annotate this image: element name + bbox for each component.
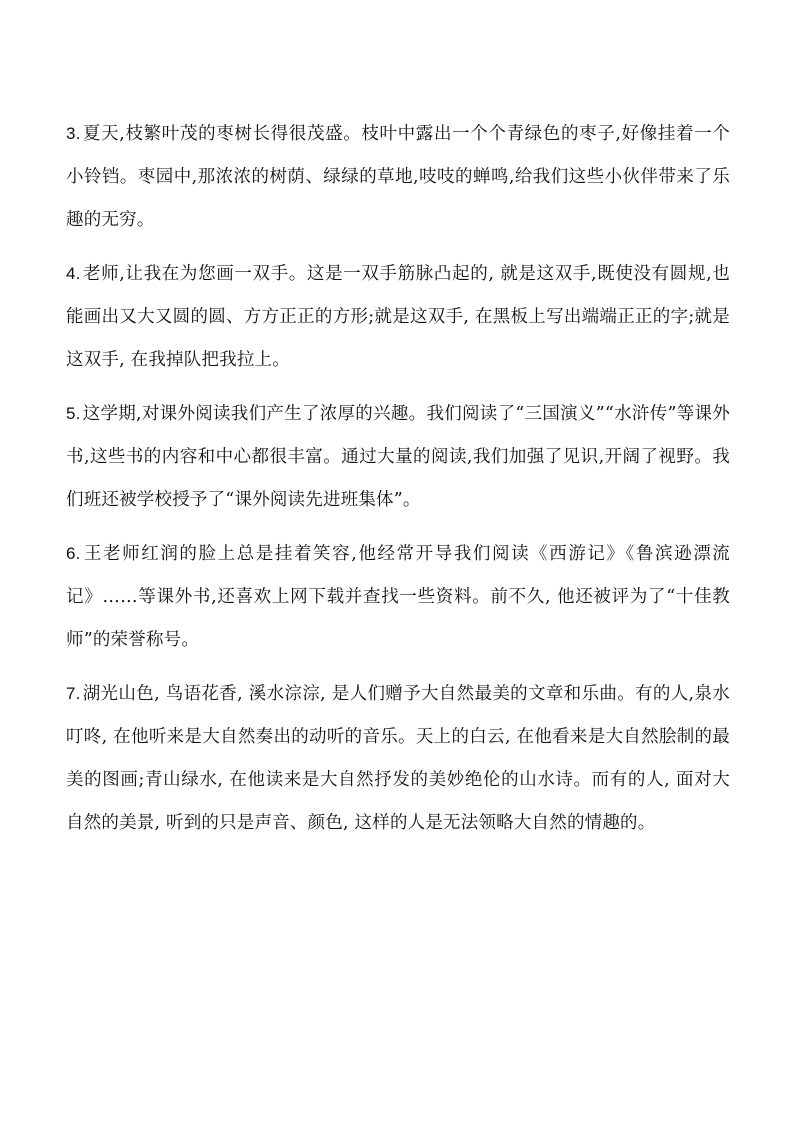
- paragraph-text: 王老师红润的脸上总是挂着笑容,他经常开导我们阅读《西游记》《鲁滨逊漂流记》……等课外书,还喜欢上网下载并查找一些资料。前不久, 他还被评为了“十佳教师”的荣誉称号。: [66, 544, 730, 650]
- paragraph-3: [66, 112, 730, 242]
- paragraph-4: [66, 252, 730, 382]
- paragraph-6: [66, 532, 730, 662]
- paragraph-number: 6.: [66, 544, 81, 563]
- paragraph-number: 5.: [66, 404, 81, 423]
- paragraph-text: 这学期,对课外阅读我们产生了浓厚的兴趣。我们阅读了“三国演义”“水浒传”等课外书,这些书的内容和中心都很丰富。通过大量的阅读,我们加强了见识,开阔了视野。我们班还被学校授予了“课外阅读先进班集体”。: [66, 404, 730, 510]
- paragraph-5: [66, 392, 730, 522]
- paragraph-number: 7.: [66, 684, 81, 703]
- paragraph-text: 老师,让我在为您画一双手。这是一双手筋脉凸起的, 就是这双手,既使没有圆规,也能画出又大又圆的圆、方方正正的方形;就是这双手, 在黑板上写出端端正正的字;就是这双手, 在我掉队把我拉上。: [66, 264, 730, 370]
- paragraph-number: 4.: [66, 264, 81, 283]
- paragraph-number: 3.: [66, 124, 81, 143]
- paragraph-7: [66, 672, 730, 845]
- paragraph-text: 夏天,枝繁叶茂的枣树长得很茂盛。枝叶中露出一个个青绿色的枣子,好像挂着一个小铃铛。枣园中,那浓浓的树荫、绿绿的草地,吱吱的蝉鸣,给我们这些小伙伴带来了乐趣的无穷。: [66, 124, 730, 230]
- paragraph-text: 湖光山色, 鸟语花香, 溪水淙淙, 是人们赠予大自然最美的文章和乐曲。有的人,泉水叮咚, 在他听来是大自然奏出的动听的音乐。天上的白云, 在他看来是大自然脍制的最美的图画;青山绿水, 在他读来是大自然抒发的美妙绝伦的山水诗。而有的人, 面对大自然的美景, 听到的只是声音、颜色, 这样的人是无法领略大自然的情趣的。: [66, 684, 730, 833]
- exercise-list: [66, 112, 730, 855]
